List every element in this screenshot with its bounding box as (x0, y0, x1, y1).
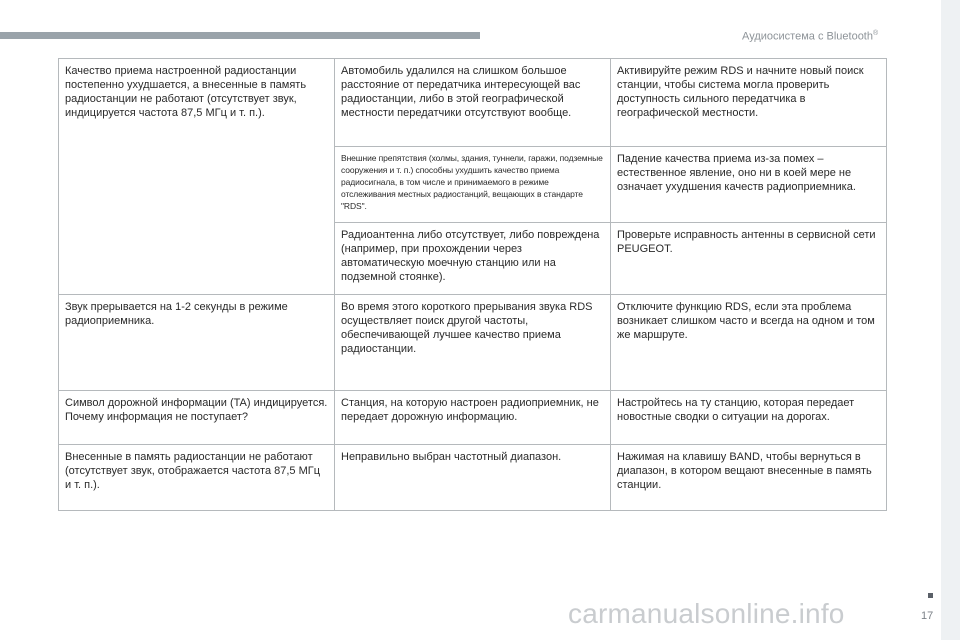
solution-cell: Активируйте режим RDS и начните новый поиск станции, чтобы система могла проверить доступность сильного передатчика в географической местности. (611, 59, 887, 147)
cause-cell: Радиоантенна либо отсутствует, либо повреждена (например, при прохождении через автоматическую моечную станцию или на подземной стоянке). (335, 223, 611, 295)
table-row (59, 295, 887, 391)
cause-cell: Внешние препятствия (холмы, здания, туннели, гаражи, подземные сооружения и т. п.) способны ухудшить качество приема радиосигнала, в том числе и принимаемого в режиме отслеживания местных радиостанций, вещающих в стандарте "RDS". (335, 147, 611, 223)
table-row (59, 445, 887, 511)
troubleshooting-table (58, 58, 887, 511)
cause-cell: Неправильно выбран частотный диапазон. (335, 445, 611, 511)
question-cell: Звук прерывается на 1-2 секунды в режиме радиоприемника. (59, 295, 335, 391)
solution-cell: Проверьте исправность антенны в сервисной сети PEUGEOT. (611, 223, 887, 295)
watermark: carmanualsonline.info (568, 598, 845, 629)
question-cell: Внесенные в память радиостанции не работают (отсутствует звук, отображается частота 87,5 МГц и т. п.). (59, 445, 335, 511)
solution-cell: Нажимая на клавишу BAND, чтобы вернуться в диапазон, в котором вещают внесенные в память станции. (611, 445, 887, 511)
section-title: Аудиосистема с Bluetooth® (742, 30, 879, 43)
question-cell: Качество приема настроенной радиостанции постепенно ухудшается, а внесенные в память радиостанции не работают (отсутствует звук, индицируется частота 87,5 МГц и т. п.). (59, 59, 335, 295)
question-cell: Символ дорожной информации (TA) индицируется. Почему информация не поступает? (59, 391, 335, 445)
solution-cell: Настройтесь на ту станцию, которая передает новостные сводки о ситуации на дорогах. (611, 391, 887, 445)
table-row (59, 59, 887, 147)
cause-cell: Во время этого короткого прерывания звука RDS осуществляет поиск другой частоты, обеспечивающей лучшее качество приема радиостанции. (335, 295, 611, 391)
header-rule (0, 32, 480, 39)
page-number: 17 (921, 610, 934, 622)
table-row (59, 391, 887, 445)
page-marker (928, 593, 933, 598)
cause-cell: Станция, на которую настроен радиоприемник, не передает дорожную информацию. (335, 391, 611, 445)
cause-cell: Автомобиль удалился на слишком большое расстояние от передатчика интересующей вас радиостанции, либо в этой географической местности передатчики отсутствуют вообще. (335, 59, 611, 147)
side-margin-bar (941, 0, 960, 640)
solution-cell: Падение качества приема из-за помех – естественное явление, оно ни в коей мере не означает ухудшения качеств радиоприемника. (611, 147, 887, 223)
solution-cell: Отключите функцию RDS, если эта проблема возникает слишком часто и всегда на одном и том же маршруте. (611, 295, 887, 391)
